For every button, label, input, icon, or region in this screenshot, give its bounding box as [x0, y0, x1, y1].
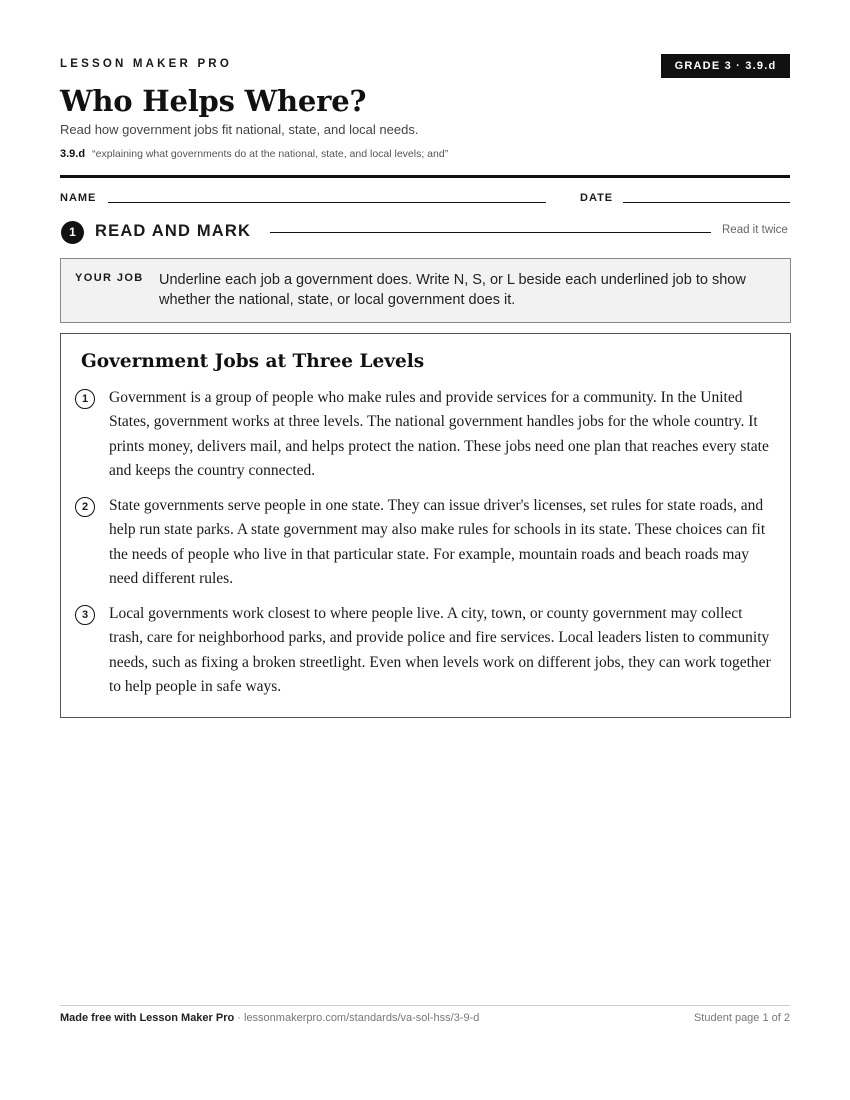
paragraph-number: 3 [75, 605, 95, 625]
grade-badge: GRADE 3 · 3.9.d [661, 54, 790, 78]
footer-divider [60, 1005, 790, 1006]
reading-title: Government Jobs at Three Levels [81, 351, 425, 372]
footer-credit [60, 1012, 479, 1024]
paragraph-number: 1 [75, 389, 95, 409]
footer-url[interactable]: lessonmakerpro.com/standards/va-sol-hss/3-9-d [244, 1012, 480, 1024]
section-number-badge: 1 [61, 221, 84, 244]
name-label: NAME [60, 192, 97, 204]
page-title: Who Helps Where? [60, 84, 367, 118]
section-note: Read it twice [722, 224, 788, 236]
paragraph [75, 386, 775, 483]
task-text: Underline each job a government does. Write N, S, or L beside each underlined job to show whether the national, state, or local government does it. [159, 272, 746, 308]
standard-code: 3.9.d [60, 148, 86, 160]
footer-page-number: Student page 1 of 2 [693, 1012, 790, 1024]
footer-separator: · [234, 1012, 244, 1024]
brand-name: LESSON MAKER PRO [60, 58, 232, 70]
paragraph [75, 602, 775, 699]
header-divider [60, 175, 790, 178]
reading-passage [60, 333, 791, 718]
paragraph-text: State governments serve people in one state. They can issue driver's licenses, set rules for state roads, and help run state parks. A state government may also make rules for schools in its state. These choices can fit the needs of people who live in that particular state. For example, mountain roads and beach roads may need different rules. [109, 497, 766, 587]
standard-reference [60, 148, 448, 160]
section-divider [270, 232, 711, 233]
footer-made-with: Made free with Lesson Maker Pro [60, 1012, 235, 1024]
task-instructions-box [60, 258, 791, 323]
page-subtitle: Read how government jobs fit national, state, and local needs. [60, 122, 419, 137]
name-field-line[interactable] [108, 202, 546, 203]
date-field-line[interactable] [623, 202, 790, 203]
task-label: YOUR JOB [75, 272, 144, 284]
paragraph-text: Government is a group of people who make rules and provide services for a community. In the United States, government works at three levels. The national government handles jobs for the whole country. It prints money, delivers mail, and helps protect the nation. These jobs need one plan that reaches every state and keeps the country connected. [109, 389, 769, 479]
paragraph [75, 494, 775, 591]
paragraph-text: Local governments work closest to where people live. A city, town, or county government may collect trash, care for neighborhood parks, and provide police and fire services. Local leaders listen to community needs, such as fixing a broken streetlight. Even when levels work on different jobs, they can work together to help people in safe ways. [109, 605, 771, 695]
standard-text: “explaining what governments do at the national, state, and local levels; and” [92, 148, 449, 160]
date-label: DATE [580, 192, 614, 204]
section-title: READ AND MARK [95, 222, 252, 240]
paragraph-number: 2 [75, 497, 95, 517]
